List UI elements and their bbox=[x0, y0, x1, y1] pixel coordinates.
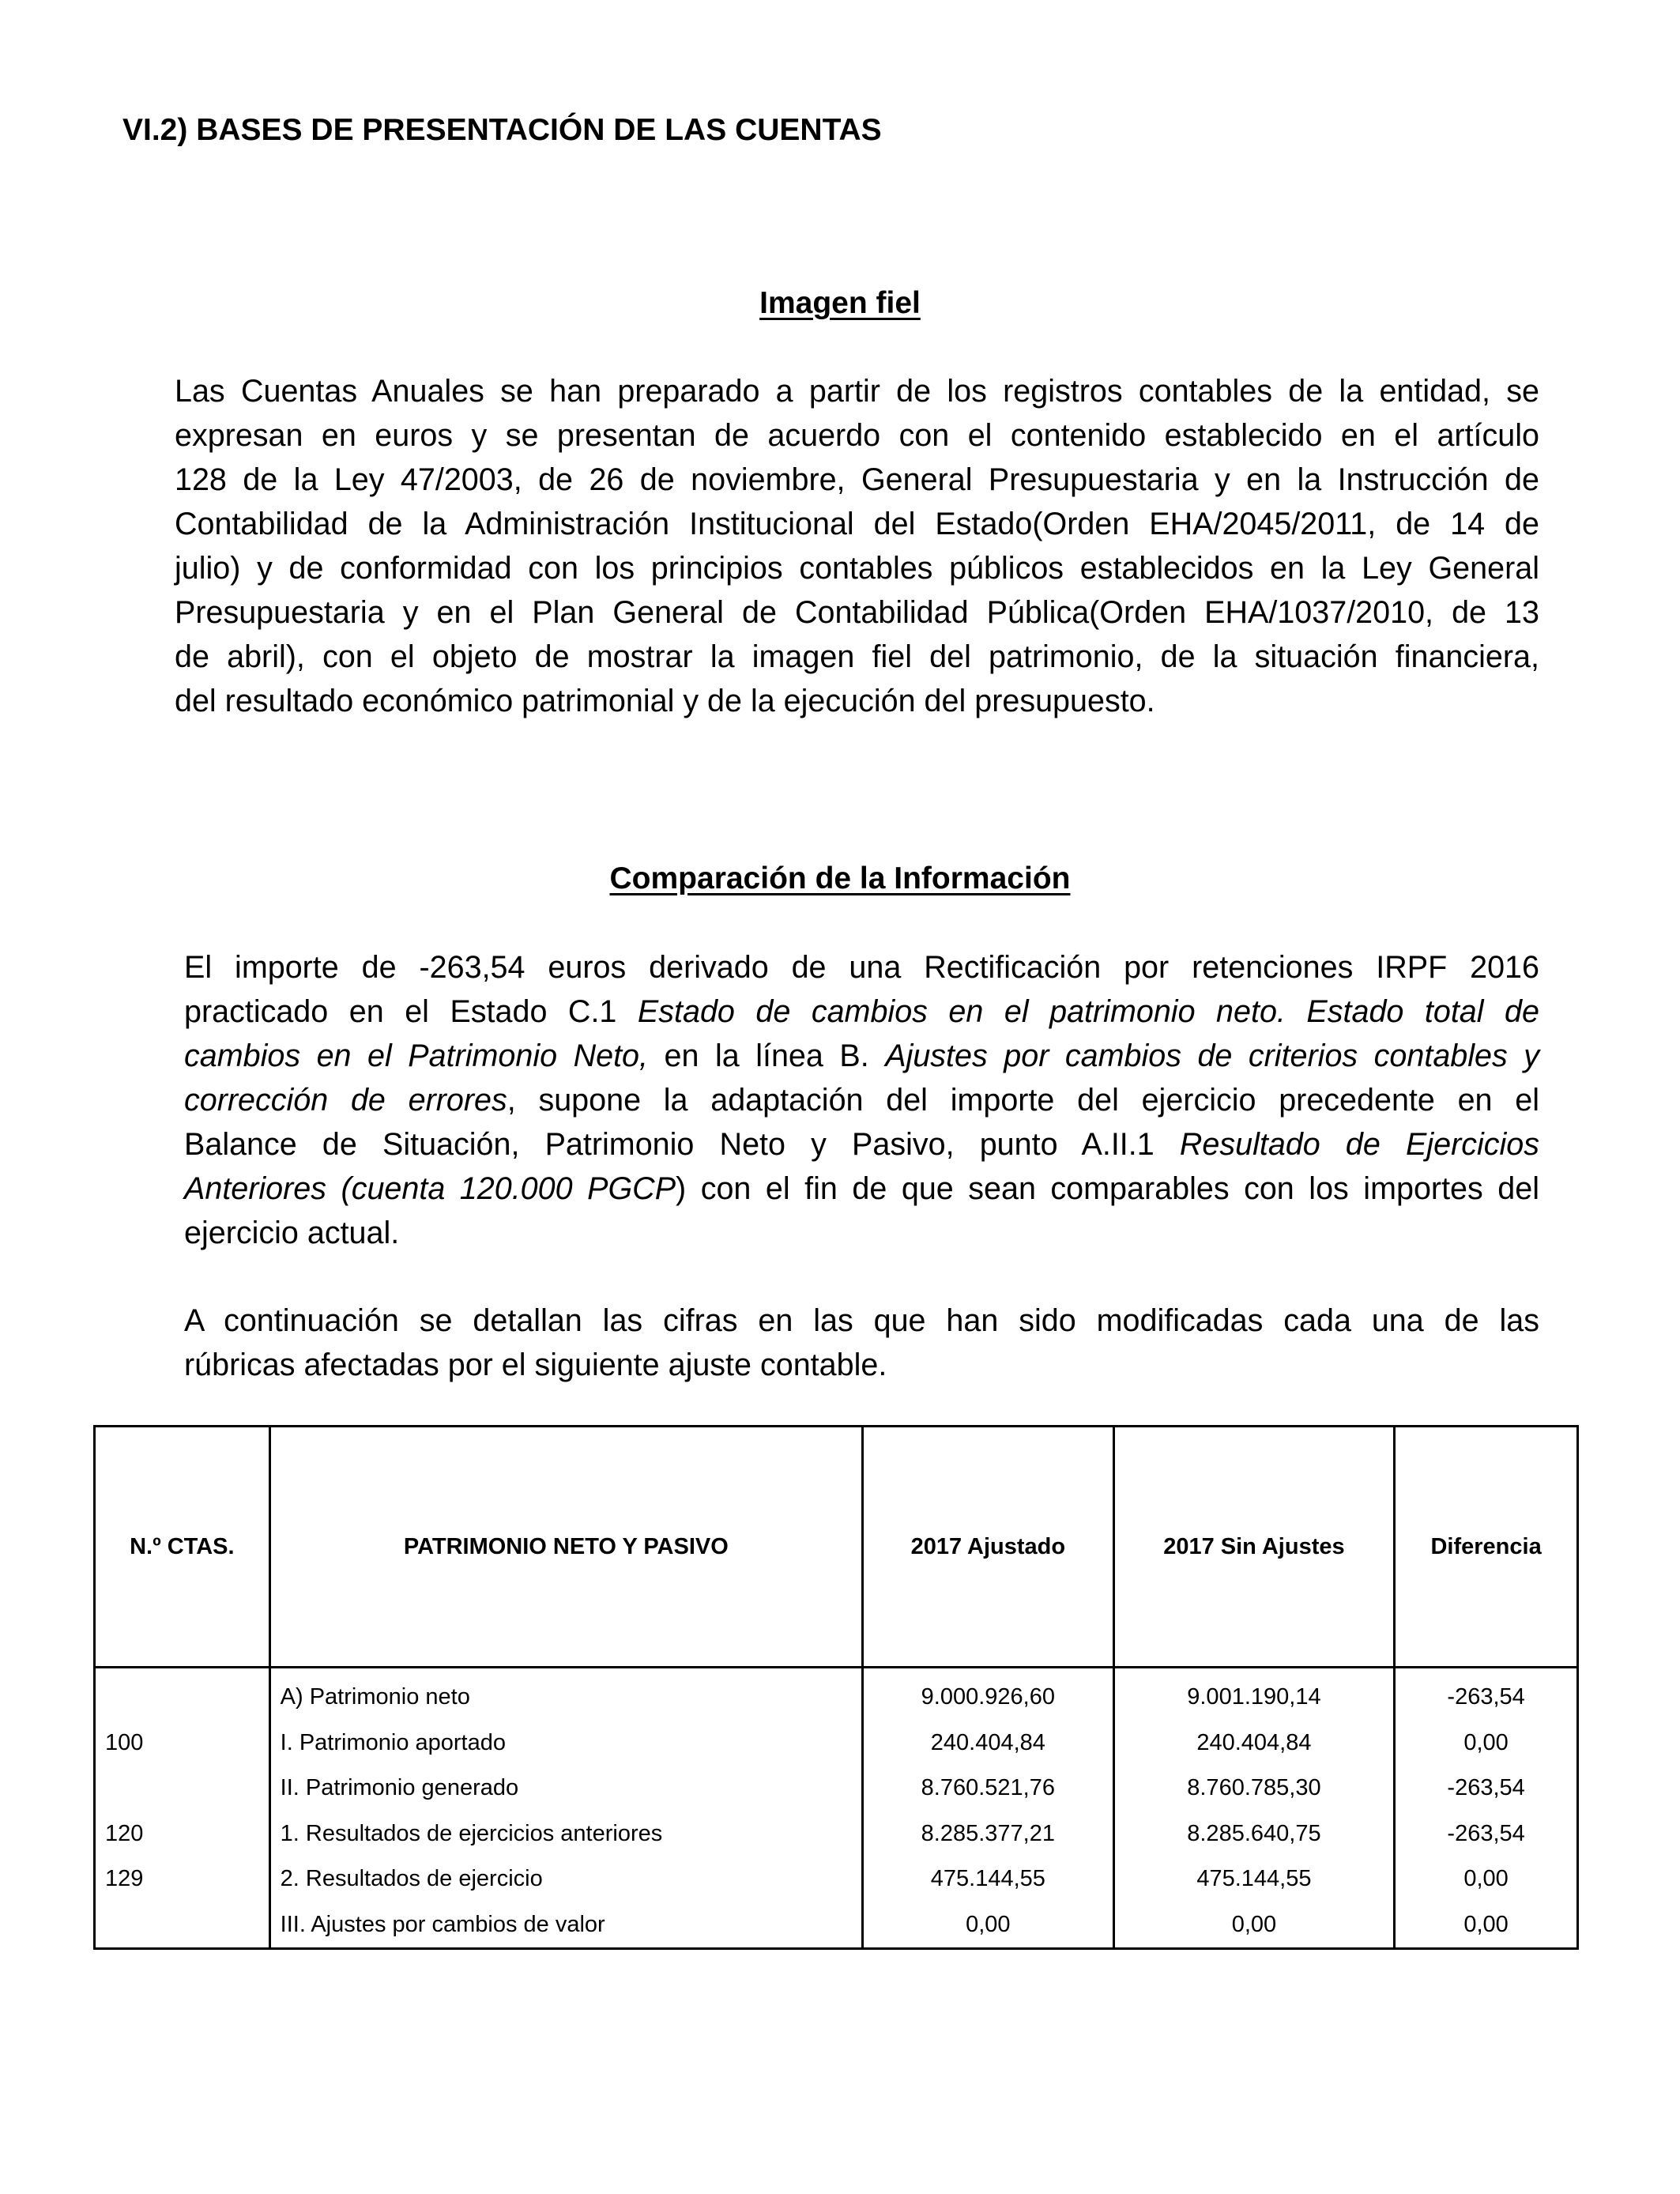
text-run: en la línea B. bbox=[648, 1039, 886, 1073]
text-line: A continuación se detallan las cifras en las que han sido modificadas cada una de las bbox=[184, 1303, 1539, 1338]
cell-ajustado: 8.285.377,21 bbox=[863, 1811, 1114, 1857]
paragraph-imagen-fiel bbox=[175, 369, 1539, 723]
section-title-comparacion: Comparación de la Información bbox=[609, 861, 1071, 895]
cell-sin-ajustes: 8.760.785,30 bbox=[1113, 1766, 1395, 1811]
column-header-diferencia: Diferencia bbox=[1395, 1427, 1578, 1668]
text-line: El importe de -263,54 euros derivado de una Rectificación por retenciones IRPF 2016 bbox=[184, 950, 1539, 985]
cell-concepto: 2. Resultados de ejercicio bbox=[269, 1857, 862, 1902]
cell-sin-ajustes: 8.285.640,75 bbox=[1113, 1811, 1395, 1857]
cell-ajustado: 9.000.926,60 bbox=[863, 1668, 1114, 1721]
cell-sin-ajustes: 9.001.190,14 bbox=[1113, 1668, 1395, 1721]
text-line: Contabilidad de la Administración Institucional del Estado(Orden EHA/2045/2011, de 14 de bbox=[175, 507, 1539, 541]
text-run-italic: Resultado de Ejercicios bbox=[1179, 1127, 1540, 1162]
cell-diferencia: -263,54 bbox=[1395, 1811, 1578, 1857]
column-header-sin-ajustes: 2017 Sin Ajustes bbox=[1113, 1427, 1395, 1668]
text-run: ) con el fin de que sean comparables con los importes del bbox=[676, 1171, 1539, 1206]
cell-cuenta bbox=[95, 1766, 270, 1811]
text-run-italic: cambios en el Patrimonio Neto, bbox=[184, 1039, 649, 1073]
text-run: , supone la adaptación del importe del ejercicio precedente en el bbox=[507, 1083, 1539, 1118]
cell-concepto: II. Patrimonio generado bbox=[269, 1766, 862, 1811]
text-line: Presupuestaria y en el Plan General de Contabilidad Pública(Orden EHA/1037/2010, de 13 bbox=[175, 595, 1539, 630]
paragraph-detalle bbox=[184, 1299, 1539, 1387]
text-line: Las Cuentas Anuales se han preparado a partir de los registros contables de la entidad, se bbox=[175, 374, 1539, 409]
cell-concepto: A) Patrimonio neto bbox=[269, 1668, 862, 1721]
text-run-italic: Estado de cambios en el patrimonio neto. Estado total de bbox=[637, 994, 1539, 1029]
cell-cuenta: 120 bbox=[95, 1811, 270, 1857]
cell-diferencia: 0,00 bbox=[1395, 1721, 1578, 1766]
text-line: del resultado económico patrimonial y de la ejecución del presupuesto. bbox=[175, 684, 1155, 718]
column-header-patrimonio: PATRIMONIO NETO Y PASIVO bbox=[269, 1427, 862, 1668]
cell-sin-ajustes: 240.404,84 bbox=[1113, 1721, 1395, 1766]
text-line: de abril), con el objeto de mostrar la imagen fiel del patrimonio, de la situación financiera, bbox=[175, 639, 1539, 674]
text-run-italic: Ajustes por cambios de criterios contables y bbox=[885, 1039, 1540, 1073]
text-line bbox=[184, 1167, 1539, 1211]
column-header-ajustado: 2017 Ajustado bbox=[863, 1427, 1114, 1668]
text-line bbox=[184, 1122, 1539, 1167]
cell-sin-ajustes: 0,00 bbox=[1113, 1902, 1395, 1949]
text-line: rúbricas afectadas por el siguiente ajuste contable. bbox=[184, 1348, 887, 1382]
text-line: julio) y de conformidad con los principios contables públicos establecidos en la Ley General bbox=[175, 551, 1539, 586]
table-row bbox=[95, 1857, 1578, 1902]
cell-sin-ajustes: 475.144,55 bbox=[1113, 1857, 1395, 1902]
cell-ajustado: 475.144,55 bbox=[863, 1857, 1114, 1902]
cell-diferencia: -263,54 bbox=[1395, 1766, 1578, 1811]
cell-cuenta bbox=[95, 1902, 270, 1949]
text-run: Balance de Situación, Patrimonio Neto y Pasivo, punto A.II.1 bbox=[184, 1127, 1180, 1162]
cell-ajustado: 240.404,84 bbox=[863, 1721, 1114, 1766]
text-run-italic: Anteriores (cuenta 120.000 PGCP bbox=[184, 1171, 676, 1206]
adjustments-table bbox=[93, 1425, 1579, 1950]
cell-concepto: I. Patrimonio aportado bbox=[269, 1721, 862, 1766]
cell-concepto: 1. Resultados de ejercicios anteriores bbox=[269, 1811, 862, 1857]
cell-diferencia: 0,00 bbox=[1395, 1857, 1578, 1902]
text-line: 128 de la Ley 47/2003, de 26 de noviembre, General Presupuestaria y en la Instrucción de bbox=[175, 462, 1539, 497]
text-line bbox=[184, 990, 1539, 1034]
page-heading: VI.2) BASES DE PRESENTACIÓN DE LAS CUENTAS bbox=[122, 113, 882, 147]
text-line: expresan en euros y se presentan de acuerdo con el contenido establecido en el artículo bbox=[175, 418, 1539, 453]
cell-diferencia: -263,54 bbox=[1395, 1668, 1578, 1721]
text-line bbox=[184, 1034, 1539, 1078]
cell-concepto: III. Ajustes por cambios de valor bbox=[269, 1902, 862, 1949]
text-run-italic: corrección de errores bbox=[184, 1083, 507, 1118]
column-header-cuentas: N.º CTAS. bbox=[95, 1427, 270, 1668]
cell-ajustado: 8.760.521,76 bbox=[863, 1766, 1114, 1811]
table-row bbox=[95, 1766, 1578, 1811]
text-line bbox=[184, 1078, 1539, 1122]
text-run: practicado en el Estado C.1 bbox=[184, 994, 638, 1029]
table-row bbox=[95, 1902, 1578, 1949]
table-header-row bbox=[95, 1427, 1578, 1668]
cell-cuenta bbox=[95, 1668, 270, 1721]
cell-cuenta: 129 bbox=[95, 1857, 270, 1902]
table-row bbox=[95, 1668, 1578, 1721]
cell-cuenta: 100 bbox=[95, 1721, 270, 1766]
section-title-imagen-fiel: Imagen fiel bbox=[759, 286, 921, 320]
text-line: ejercicio actual. bbox=[184, 1216, 400, 1250]
cell-diferencia: 0,00 bbox=[1395, 1902, 1578, 1949]
table-row bbox=[95, 1811, 1578, 1857]
paragraph-comparacion bbox=[184, 945, 1539, 1255]
cell-ajustado: 0,00 bbox=[863, 1902, 1114, 1949]
table-row bbox=[95, 1721, 1578, 1766]
